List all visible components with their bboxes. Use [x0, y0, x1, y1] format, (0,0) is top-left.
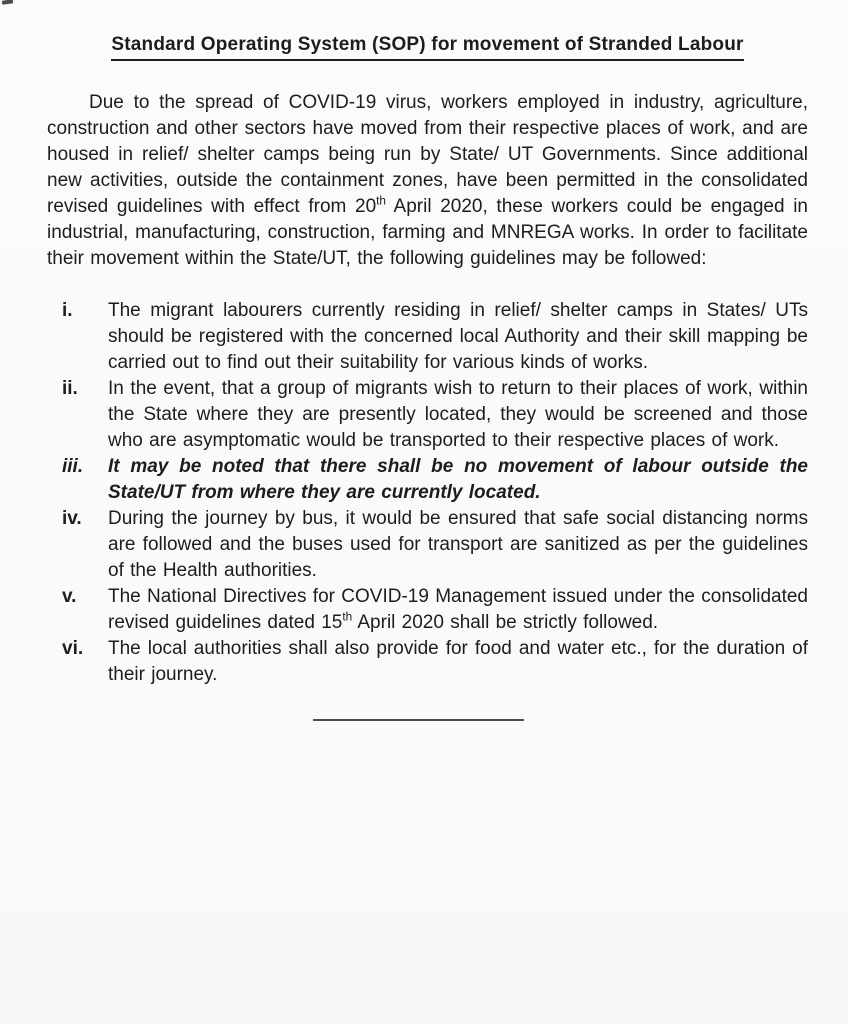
- page-title: Standard Operating System (SOP) for movement of Stranded Labour: [111, 33, 743, 61]
- list-item-marker: v.: [62, 586, 77, 607]
- guidelines-list: [47, 298, 808, 688]
- list-item-marker: iv.: [62, 508, 82, 529]
- list-item-text: In the event, that a group of migrants wish to return to their places of work, within the State where they are presently located, they would be screened and those who are asymptomatic would be transported to their respective places of work.: [108, 378, 808, 451]
- scan-artifact: [2, 0, 13, 5]
- list-item-text: The National Directives for COVID-19 Management issued under the consolidated revised guidelines dated 15th April 2020 shall be strictly followed.: [108, 586, 808, 633]
- list-item: [47, 506, 808, 584]
- list-item-marker: vi.: [62, 638, 84, 659]
- list-item: [47, 376, 808, 454]
- list-item-marker: i.: [62, 300, 73, 321]
- list-item-marker: iii.: [62, 456, 84, 477]
- list-item: [47, 454, 808, 506]
- list-item: [47, 584, 808, 636]
- list-item-text: During the journey by bus, it would be ensured that safe social distancing norms are followed and the buses used for transport are sanitized as per the guidelines of the Health authorities.: [108, 508, 808, 581]
- list-item-text: It may be noted that there shall be no movement of labour outside the State/UT from where they are currently located.: [108, 456, 808, 503]
- list-item-text: The migrant labourers currently residing in relief/ shelter camps in States/ UTs should be registered with the concerned local Authority and their skill mapping be carried out to find out their suitability for various kinds of works.: [108, 300, 808, 373]
- closing-rule: [313, 719, 524, 721]
- intro-paragraph: Due to the spread of COVID-19 virus, workers employed in industry, agriculture, construction and other sectors have moved from their respective places of work, and are housed in relief/ shelter camps being run by State/ UT Governments. Since additional new activities, outside the containment zones, have been permitted in the consolidated revised guidelines with effect from 20th April 2020, these workers could be engaged in industrial, manufacturing, construction, farming and MNREGA works. In order to facilitate their movement within the State/UT, the following guidelines may be followed:: [47, 92, 808, 269]
- title-container: [47, 33, 808, 61]
- list-item-text: The local authorities shall also provide for food and water etc., for the duration of their journey.: [108, 638, 808, 685]
- list-item: [47, 298, 808, 376]
- list-item: [47, 636, 808, 688]
- list-item-marker: ii.: [62, 378, 78, 399]
